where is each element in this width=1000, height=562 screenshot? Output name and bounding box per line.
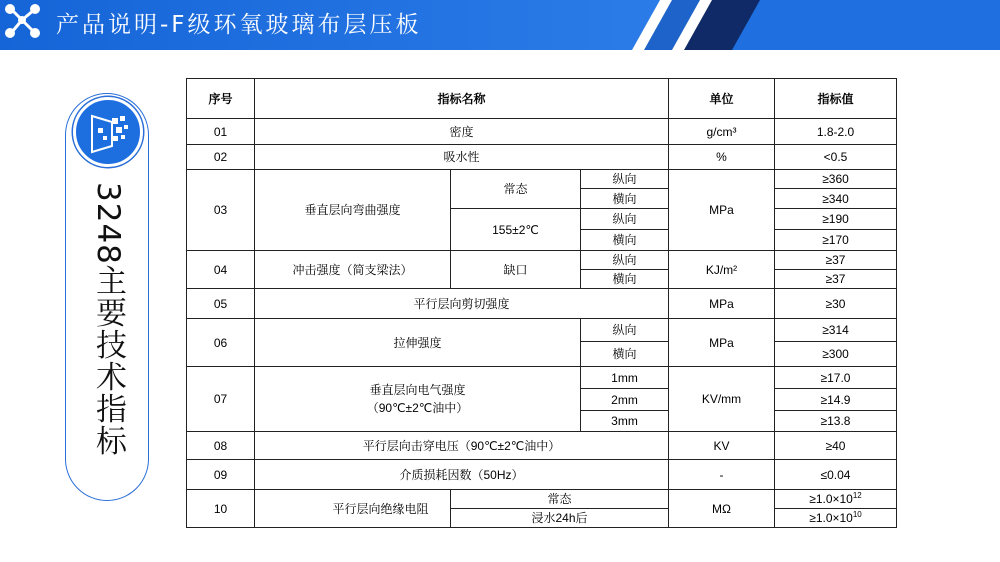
row-value: ≥13.8 — [775, 411, 897, 432]
table-row — [187, 145, 897, 170]
side-label: 3248主要技术指标 — [90, 182, 126, 457]
row-unit: MPa — [669, 289, 775, 319]
row-condition: 浸水24h后 — [451, 509, 669, 528]
row-condition: 常态 — [451, 490, 669, 509]
row-unit: - — [669, 460, 775, 490]
row-value: ≤0.04 — [775, 460, 897, 490]
row-name — [255, 367, 581, 432]
row-no: 08 — [187, 432, 255, 460]
header-value: 指标值 — [775, 79, 897, 119]
row-value: ≥340 — [775, 189, 897, 209]
row-direction: 横向 — [581, 342, 669, 367]
row-value: ≥300 — [775, 342, 897, 367]
molecule-icon — [0, 0, 44, 42]
row-no: 02 — [187, 145, 255, 170]
row-name: 平行层向击穿电压（90℃±2℃油中） — [255, 432, 669, 460]
row-direction: 纵向 — [581, 319, 669, 342]
row-name-line2: （90℃±2℃油中） — [366, 401, 469, 415]
row-name: 垂直层向弯曲强度 — [255, 170, 451, 251]
row-value: ≥170 — [775, 230, 897, 251]
row-name — [255, 490, 451, 528]
row-no: 10 — [187, 490, 255, 528]
row-name: 冲击强度（简支梁法） — [255, 251, 451, 289]
row-value-base: ≥1.0×10 — [809, 511, 853, 525]
row-no: 07 — [187, 367, 255, 432]
row-no: 01 — [187, 119, 255, 145]
row-value: ≥30 — [775, 289, 897, 319]
row-direction: 横向 — [581, 230, 669, 251]
row-name-line1: 垂直层向电气强度 — [369, 383, 466, 397]
header-unit: 单位 — [669, 79, 775, 119]
row-value: ≥190 — [775, 209, 897, 230]
spec-table — [186, 78, 897, 528]
row-value: ≥37 — [775, 251, 897, 270]
row-value — [775, 509, 897, 528]
row-condition: 155±2℃ — [451, 209, 581, 251]
table-row — [187, 432, 897, 460]
row-thickness: 3mm — [581, 411, 669, 432]
row-value: ≥14.9 — [775, 389, 897, 411]
header-bar — [0, 0, 1000, 50]
table-header-row — [187, 79, 897, 119]
row-unit: MPa — [669, 319, 775, 367]
row-no: 03 — [187, 170, 255, 251]
row-value — [775, 490, 897, 509]
row-name: 密度 — [255, 119, 669, 145]
table-row — [187, 460, 897, 490]
row-value: <0.5 — [775, 145, 897, 170]
row-name: 吸水性 — [255, 145, 669, 170]
page-title: 产品说明-F级环氧玻璃布层压板 — [56, 12, 422, 38]
row-condition: 常态 — [451, 170, 581, 209]
row-direction: 纵向 — [581, 251, 669, 270]
table-row — [187, 319, 897, 342]
row-unit: KV — [669, 432, 775, 460]
row-unit: g/cm³ — [669, 119, 775, 145]
row-unit: KJ/m² — [669, 251, 775, 289]
row-value: ≥314 — [775, 319, 897, 342]
header-name: 指标名称 — [255, 79, 669, 119]
row-no: 06 — [187, 319, 255, 367]
row-direction: 纵向 — [581, 209, 669, 230]
row-direction: 纵向 — [581, 170, 669, 189]
row-value: ≥360 — [775, 170, 897, 189]
table-row — [187, 119, 897, 145]
table-row — [187, 289, 897, 319]
row-value: 1.8-2.0 — [775, 119, 897, 145]
row-unit: MPa — [669, 170, 775, 251]
row-condition: 缺口 — [451, 251, 581, 289]
row-name-text: 平行层向绝缘电阻 — [332, 501, 429, 516]
table-row — [187, 170, 897, 189]
cube-particles-icon — [73, 97, 143, 167]
row-value-base: ≥1.0×10 — [809, 492, 853, 506]
row-name: 拉伸强度 — [255, 319, 581, 367]
row-value: ≥40 — [775, 432, 897, 460]
row-unit: MΩ — [669, 490, 775, 528]
table-row — [187, 490, 897, 509]
row-name: 介质损耗因数（50Hz） — [255, 460, 669, 490]
row-value-exponent: 10 — [852, 510, 862, 519]
row-unit: KV/mm — [669, 367, 775, 432]
row-value: ≥17.0 — [775, 367, 897, 389]
table-row — [187, 367, 897, 389]
row-no: 05 — [187, 289, 255, 319]
row-direction: 横向 — [581, 270, 669, 289]
row-thickness: 1mm — [581, 367, 669, 389]
row-thickness: 2mm — [581, 389, 669, 411]
row-value: ≥37 — [775, 270, 897, 289]
row-no: 09 — [187, 460, 255, 490]
row-direction: 横向 — [581, 189, 669, 209]
table-row — [187, 251, 897, 270]
header-no: 序号 — [187, 79, 255, 119]
row-no: 04 — [187, 251, 255, 289]
row-value-exponent: 12 — [852, 491, 862, 500]
row-name: 平行层向剪切强度 — [255, 289, 669, 319]
row-unit: % — [669, 145, 775, 170]
